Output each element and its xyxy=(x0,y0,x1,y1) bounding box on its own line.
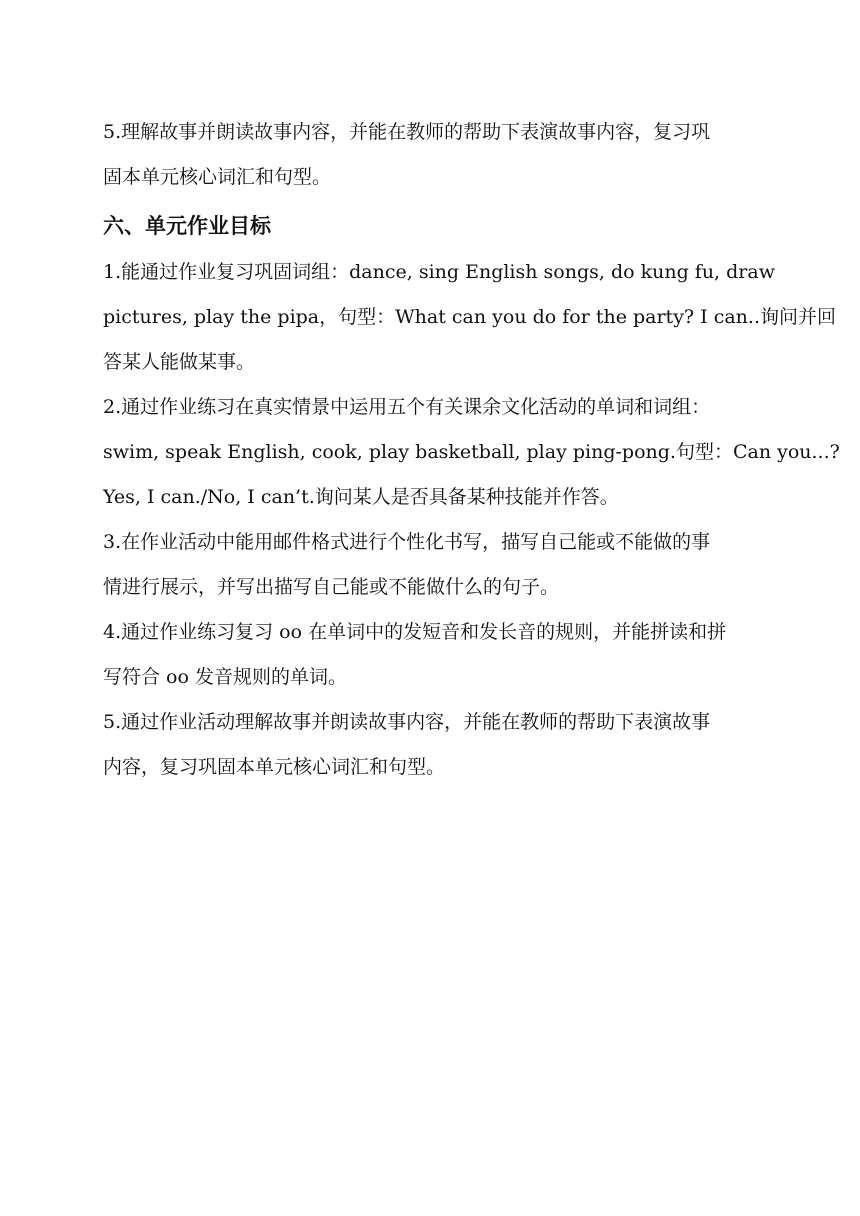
homework-objective-1 xyxy=(103,250,836,385)
homework-objective-5 xyxy=(103,700,763,790)
text-line: 答某人能做某事。 xyxy=(103,351,256,373)
text-line: 写符合 oo 发音规则的单词。 xyxy=(103,666,347,688)
text-line: 情进行展示，并写出描写自己能或不能做什么的句子。 xyxy=(103,576,560,598)
text-line: 固本单元核心词汇和句型。 xyxy=(103,166,332,188)
previous-objective-5 xyxy=(103,110,763,200)
text-line: 4.通过作业练习复习 oo 在单词中的发短音和发长音的规则，并能拼读和拼 xyxy=(103,621,727,643)
homework-objective-3 xyxy=(103,520,763,610)
text-line: 内容，复习巩固本单元核心词汇和句型。 xyxy=(103,756,446,778)
text-line: 3.在作业活动中能用邮件格式进行个性化书写，描写自己能或不能做的事 xyxy=(103,531,711,553)
text-line: 2.通过作业练习在真实情景中运用五个有关课余文化活动的单词和词组： xyxy=(103,396,711,418)
section-heading: 六、单元作业目标 xyxy=(103,214,271,238)
text-line: 5.通过作业活动理解故事并朗读故事内容，并能在教师的帮助下表演故事 xyxy=(103,711,711,733)
homework-objective-4 xyxy=(103,610,763,700)
text-line: swim, speak English, cook, play basketball, play ping-pong.句型：Can you...? xyxy=(103,441,840,463)
text-line: 5.理解故事并朗读故事内容，并能在教师的帮助下表演故事内容，复习巩 xyxy=(103,121,711,143)
document-page xyxy=(103,110,840,790)
homework-objective-2 xyxy=(103,385,840,520)
text-line: Yes, I can./No, I can’t.询问某人是否具备某种技能并作答。 xyxy=(103,486,619,508)
text-line: 1.能通过作业复习巩固词组：dance, sing English songs, do kung fu, draw xyxy=(103,261,775,283)
text-line: pictures, play the pipa，句型：What can you do for the party? I can..询问并回 xyxy=(103,306,836,328)
